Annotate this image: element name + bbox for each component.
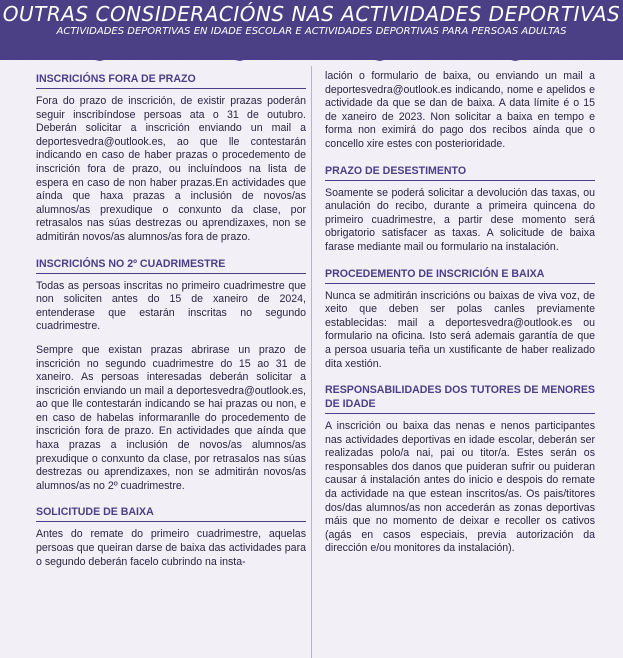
section-text-withdrawal-period: Soamente se poderá solicitar a devolución das taxas, ou anulación do recibo, durante a primeira quincena do primeiro cuadrimestre, a partir dese momento será obrigatorio satisfacer as taxas. A solicitude de baixa farase mediante mail ou formulario na instalación. [325,186,595,253]
section-heading-second-term: INSCRICIÓNS NO 2º CUADRIMESTRE [36,255,306,274]
section-heading-cancellation: SOLICITUDE DE BAIXA [36,503,306,522]
section-text-procedure: Nunca se admitirán inscricións ou baixas de viva voz, de xeito que deben ser polas canles previamente establecidas: mail a deportesvedra@outlook.es ou formulario na oficina. Isto será ademais garantía de que a persoa usuaria teña un xustificante de haber realizado dita xestión. [325,289,595,370]
section-text-late-registration: Fora do prazo de inscrición, de existir prazas poderán seguir inscribíndose persoas ata o 31 de outubro. Deberán solicitar a inscrición enviando un mail a deportesvedra@outlook.es, ao que lle contestarán indicando en caso de haber prazas o procedemento de inscrición fora de prazo, ou incluíndoos na lista de espera en caso de non haber prazas.En actividades que aínda que haxa prazas a inclusión de novos/as alumnos/as prexudique o conxunto da clase, por retrasalos nas súas destrezas ou aprendizaxes, non se admitirán novos/as alumnos/as fora de prazo. [36,95,306,243]
section-text-second-term-2: Sempre que existan prazas abrirase un prazo de inscrición no segundo cuadrimestre do 15 ao 31 de xaneiro. As persoas interesadas deberán solicitar a inscrición enviando un mail a deportesvedra@outlook.es, ao que lle contestarán indicando se hai prazas ou non, e en caso de habelas informaranlle do procedemento de inscrición fora de prazo. En actividades que aínda que haxa prazas a inclusión de novos/as alumnos/as prexudique o conxunto da clase, por retrasalos nas súas destrezas ou aprendizaxes, non se admitirán novos/as alumnos/as no 2º cuadrimestre. [36,343,306,492]
left-column [36,70,306,579]
section-heading-withdrawal-period: PRAZO DE DESESTIMENTO [325,162,595,181]
section-heading-guardian-responsibilities: RESPONSABILIDADES DOS TUTORES DE MENORES DE IDADE [325,381,595,414]
section-text-second-term-1: Todas as persoas inscritas no primeiro cuadrimestre que non soliciten antes do 15 de xaneiro de 2024, entenderase que estarán inscritas no segundo cuadrimestre. [36,279,306,333]
section-heading-late-registration: INSCRICIÓNS FORA DE PRAZO [36,70,306,89]
page-title: OUTRAS CONSIDERACIÓNS NAS ACTIVIDADES DEPORTIVAS [2,2,621,26]
section-heading-procedure: PROCEDEMENTO DE INSCRICIÓN E BAIXA [325,265,595,284]
section-text-cancellation: Antes do remate do primeiro cuadrimestre, aquelas persoas que queiran darse de baixa das actividades para o segundo deberán facelo cubrindo na insta- [36,528,306,568]
page-subtitle: ACTIVIDADES DEPORTIVAS EN IDADE ESCOLAR E ACTIVIDADES DEPORTIVAS PARA PERSOAS ADULTAS [56,26,567,37]
banner-torn-edge [0,44,623,66]
section-text-cancellation-continued: lación o formulario de baixa, ou enviando un mail a deportesvedra@outlook.es indicando, nome e apelidos e actividade da que se dan de baixa. A data límite é o 15 de xaneiro de 2023. Non solicitar a baixa en tempo e forma non eximirá do pago dos recibos aínda que o concello xire estes con posterioridade. [325,70,595,150]
column-divider [311,66,312,658]
right-column [325,70,595,566]
section-text-guardian-responsibilities: A inscrición ou baixa das nenas e nenos participantes nas actividades deportivas en idade escolar, deberán ser realizadas polo/a nai, pai ou titor/a. Estes serán os responsables dos danos que puideran sufrir ou puideran causar á instalación antes do inicio e despois do remate da actividade na que estean inscritos/as. Os pais/titores dos/das alumnos/as non accederán as zonas deportivas máis que no momento de deixar e recoller os cativos (agás en casos especiais, previa autorización da dirección e/ou monitores da instalación). [325,420,595,555]
